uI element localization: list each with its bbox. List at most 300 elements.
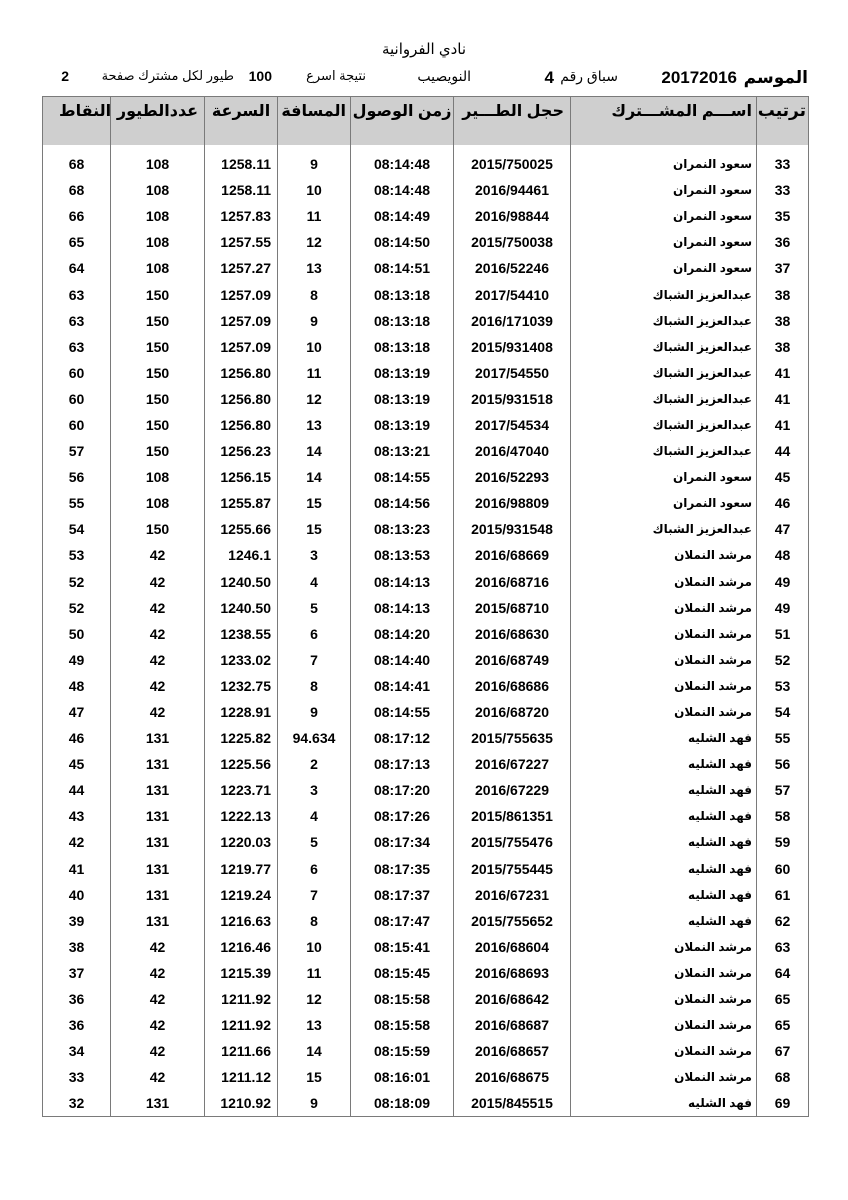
points-cell: 68: [43, 145, 111, 177]
table-row: [43, 360, 809, 386]
arrival-time-cell: 08:15:58: [351, 1012, 454, 1038]
distance-cell: 2: [278, 751, 351, 777]
table-row: [43, 490, 809, 516]
ring-number-cell: 2015/845515: [454, 1090, 571, 1117]
speed-cell: 1216.46: [205, 934, 278, 960]
header-arrival-time: زمن الوصول: [351, 97, 454, 146]
rank-cell: 38: [757, 334, 809, 360]
arrival-time-cell: 08:14:56: [351, 490, 454, 516]
points-cell: 63: [43, 308, 111, 334]
speed-cell: 1216.63: [205, 908, 278, 934]
points-cell: 54: [43, 516, 111, 542]
table-row: [43, 751, 809, 777]
distance-cell: 3: [278, 777, 351, 803]
table-row: [43, 595, 809, 621]
table-row: [43, 438, 809, 464]
points-cell: 45: [43, 751, 111, 777]
distance-cell: 8: [278, 281, 351, 307]
birds-count-cell: 42: [111, 647, 205, 673]
arrival-time-cell: 08:15:45: [351, 960, 454, 986]
rank-cell: 49: [757, 569, 809, 595]
distance-cell: 6: [278, 621, 351, 647]
points-cell: 63: [43, 281, 111, 307]
member-name-cell: مرشد النملان: [571, 934, 757, 960]
distance-cell: 4: [278, 803, 351, 829]
distance-cell: 15: [278, 1064, 351, 1090]
points-cell: 68: [43, 177, 111, 203]
arrival-time-cell: 08:14:55: [351, 464, 454, 490]
birds-count-cell: 108: [111, 203, 205, 229]
arrival-time-cell: 08:14:13: [351, 595, 454, 621]
table-row: [43, 334, 809, 360]
birds-count-cell: 42: [111, 595, 205, 621]
points-cell: 42: [43, 829, 111, 855]
distance-cell: 11: [278, 960, 351, 986]
birds-count-cell: 150: [111, 438, 205, 464]
member-name-cell: فهد الشليه: [571, 856, 757, 882]
arrival-time-cell: 08:13:18: [351, 334, 454, 360]
ring-number-cell: 2015/750025: [454, 145, 571, 177]
arrival-time-cell: 08:16:01: [351, 1064, 454, 1090]
speed-cell: 1257.09: [205, 281, 278, 307]
points-cell: 55: [43, 490, 111, 516]
rank-cell: 65: [757, 1012, 809, 1038]
points-cell: 40: [43, 882, 111, 908]
points-cell: 66: [43, 203, 111, 229]
points-cell: 64: [43, 255, 111, 281]
ring-number-cell: 2015/755652: [454, 908, 571, 934]
arrival-time-cell: 08:13:19: [351, 360, 454, 386]
ring-number-cell: 2015/755445: [454, 856, 571, 882]
member-name-cell: عبدالعزيز الشباك: [571, 360, 757, 386]
speed-cell: 1255.66: [205, 516, 278, 542]
birds-count-cell: 150: [111, 386, 205, 412]
table-row: [43, 1064, 809, 1090]
speed-cell: 1233.02: [205, 647, 278, 673]
ring-number-cell: 2016/98844: [454, 203, 571, 229]
speed-cell: 1246.1: [205, 542, 278, 568]
speed-cell: 1257.55: [205, 229, 278, 255]
birds-count-cell: 131: [111, 882, 205, 908]
member-name-cell: فهد الشليه: [571, 1090, 757, 1117]
member-name-cell: مرشد النملان: [571, 595, 757, 621]
table-row: [43, 699, 809, 725]
birds-count-cell: 150: [111, 281, 205, 307]
speed-cell: 1225.82: [205, 725, 278, 751]
ring-number-cell: 2015/931518: [454, 386, 571, 412]
table-row: [43, 1090, 809, 1117]
speed-cell: 1256.23: [205, 438, 278, 464]
speed-cell: 1256.80: [205, 386, 278, 412]
points-cell: 48: [43, 673, 111, 699]
distance-cell: 7: [278, 882, 351, 908]
distance-cell: 10: [278, 177, 351, 203]
arrival-time-cell: 08:15:58: [351, 986, 454, 1012]
rank-cell: 35: [757, 203, 809, 229]
speed-cell: 1257.83: [205, 203, 278, 229]
speed-cell: 1257.09: [205, 334, 278, 360]
table-row: [43, 569, 809, 595]
table-row: [43, 621, 809, 647]
points-cell: 41: [43, 856, 111, 882]
birds-count-cell: 131: [111, 725, 205, 751]
rank-cell: 38: [757, 281, 809, 307]
ring-number-cell: 2016/67229: [454, 777, 571, 803]
rank-cell: 56: [757, 751, 809, 777]
ring-number-cell: 2017/54550: [454, 360, 571, 386]
birds-per-member-label: طيور لكل مشترك صفحة: [101, 68, 234, 83]
birds-count-cell: 42: [111, 621, 205, 647]
distance-cell: 5: [278, 829, 351, 855]
rank-cell: 52: [757, 647, 809, 673]
results-table: [42, 96, 809, 1117]
member-name-cell: فهد الشليه: [571, 751, 757, 777]
rank-cell: 48: [757, 542, 809, 568]
birds-count-cell: 42: [111, 1012, 205, 1038]
arrival-time-cell: 08:13:23: [351, 516, 454, 542]
ring-number-cell: 2016/68716: [454, 569, 571, 595]
distance-cell: 13: [278, 1012, 351, 1038]
member-name-cell: عبدالعزيز الشباك: [571, 412, 757, 438]
result-label: نتيجة اسرع: [306, 68, 366, 83]
table-row: [43, 308, 809, 334]
points-cell: 50: [43, 621, 111, 647]
member-name-cell: عبدالعزيز الشباك: [571, 308, 757, 334]
arrival-time-cell: 08:17:35: [351, 856, 454, 882]
member-name-cell: سعود النمران: [571, 490, 757, 516]
ring-number-cell: 2016/68604: [454, 934, 571, 960]
speed-cell: 1256.80: [205, 412, 278, 438]
rank-cell: 55: [757, 725, 809, 751]
table-row: [43, 412, 809, 438]
rank-cell: 62: [757, 908, 809, 934]
birds-count-cell: 131: [111, 751, 205, 777]
member-name-cell: سعود النمران: [571, 145, 757, 177]
birds-count-cell: 42: [111, 934, 205, 960]
distance-cell: 14: [278, 438, 351, 464]
rank-cell: 57: [757, 777, 809, 803]
table-row: [43, 281, 809, 307]
header-distance: المسافة: [278, 97, 351, 146]
club-title: نادي الفروانية: [381, 41, 467, 58]
distance-cell: 7: [278, 647, 351, 673]
header-rank: ترتيب: [757, 97, 809, 146]
member-name-cell: فهد الشليه: [571, 777, 757, 803]
speed-cell: 1228.91: [205, 699, 278, 725]
table-row: [43, 803, 809, 829]
ring-number-cell: 2015/755635: [454, 725, 571, 751]
points-cell: 44: [43, 777, 111, 803]
table-row: [43, 464, 809, 490]
ring-number-cell: 2016/68675: [454, 1064, 571, 1090]
speed-cell: 1258.11: [205, 145, 278, 177]
rank-cell: 54: [757, 699, 809, 725]
birds-count-cell: 42: [111, 673, 205, 699]
speed-cell: 1211.12: [205, 1064, 278, 1090]
ring-number-cell: 2016/94461: [454, 177, 571, 203]
birds-count-cell: 42: [111, 542, 205, 568]
points-cell: 36: [43, 1012, 111, 1038]
member-name-cell: عبدالعزيز الشباك: [571, 516, 757, 542]
ring-number-cell: 2016/68687: [454, 1012, 571, 1038]
arrival-time-cell: 08:17:37: [351, 882, 454, 908]
ring-number-cell: 2016/67231: [454, 882, 571, 908]
distance-cell: 12: [278, 386, 351, 412]
birds-count-cell: 150: [111, 334, 205, 360]
table-row: [43, 516, 809, 542]
rank-cell: 67: [757, 1038, 809, 1064]
birds-count-cell: 108: [111, 229, 205, 255]
table-row: [43, 934, 809, 960]
points-cell: 60: [43, 360, 111, 386]
distance-cell: 4: [278, 569, 351, 595]
arrival-time-cell: 08:14:40: [351, 647, 454, 673]
table-row: [43, 203, 809, 229]
member-name-cell: سعود النمران: [571, 229, 757, 255]
distance-cell: 11: [278, 360, 351, 386]
points-cell: 33: [43, 1064, 111, 1090]
race-label: سباق رقم: [560, 68, 618, 84]
speed-cell: 1219.24: [205, 882, 278, 908]
ring-number-cell: 2016/68686: [454, 673, 571, 699]
birds-count-cell: 131: [111, 777, 205, 803]
rank-cell: 33: [757, 177, 809, 203]
member-name-cell: مرشد النملان: [571, 1012, 757, 1038]
member-name-cell: مرشد النملان: [571, 1038, 757, 1064]
ring-number-cell: 2016/68630: [454, 621, 571, 647]
distance-cell: 94.634: [278, 725, 351, 751]
arrival-time-cell: 08:14:55: [351, 699, 454, 725]
arrival-time-cell: 08:14:20: [351, 621, 454, 647]
arrival-time-cell: 08:13:19: [351, 386, 454, 412]
member-name-cell: مرشد النملان: [571, 986, 757, 1012]
arrival-time-cell: 08:17:26: [351, 803, 454, 829]
header-birds: عددالطيور: [111, 97, 205, 146]
arrival-time-cell: 08:15:41: [351, 934, 454, 960]
ring-number-cell: 2016/68720: [454, 699, 571, 725]
ring-number-cell: 2016/67227: [454, 751, 571, 777]
table-row: [43, 960, 809, 986]
header-speed: السرعة: [205, 97, 278, 146]
points-cell: 60: [43, 386, 111, 412]
ring-number-cell: 2015/750038: [454, 229, 571, 255]
birds-count-cell: 108: [111, 145, 205, 177]
header-ring: حجل الطـــير: [454, 97, 571, 146]
member-name-cell: سعود النمران: [571, 464, 757, 490]
points-cell: 49: [43, 647, 111, 673]
distance-cell: 14: [278, 1038, 351, 1064]
distance-cell: 12: [278, 986, 351, 1012]
distance-cell: 14: [278, 464, 351, 490]
arrival-time-cell: 08:17:47: [351, 908, 454, 934]
arrival-time-cell: 08:13:21: [351, 438, 454, 464]
arrival-time-cell: 08:17:34: [351, 829, 454, 855]
birds-count-cell: 131: [111, 908, 205, 934]
rank-cell: 45: [757, 464, 809, 490]
table-row: [43, 882, 809, 908]
speed-cell: 1257.09: [205, 308, 278, 334]
rank-cell: 53: [757, 673, 809, 699]
arrival-time-cell: 08:14:48: [351, 145, 454, 177]
points-cell: 57: [43, 438, 111, 464]
speed-cell: 1232.75: [205, 673, 278, 699]
points-cell: 37: [43, 960, 111, 986]
table-row: [43, 725, 809, 751]
member-name-cell: عبدالعزيز الشباك: [571, 386, 757, 412]
speed-cell: 1220.03: [205, 829, 278, 855]
arrival-time-cell: 08:14:13: [351, 569, 454, 595]
member-name-cell: سعود النمران: [571, 203, 757, 229]
speed-cell: 1257.27: [205, 255, 278, 281]
points-cell: 39: [43, 908, 111, 934]
speed-cell: 1223.71: [205, 777, 278, 803]
distance-cell: 13: [278, 412, 351, 438]
rank-cell: 46: [757, 490, 809, 516]
member-name-cell: سعود النمران: [571, 177, 757, 203]
ring-number-cell: 2016/52246: [454, 255, 571, 281]
birds-count-cell: 42: [111, 986, 205, 1012]
member-name-cell: عبدالعزيز الشباك: [571, 334, 757, 360]
ring-number-cell: 2016/68693: [454, 960, 571, 986]
distance-cell: 6: [278, 856, 351, 882]
distance-cell: 15: [278, 490, 351, 516]
rank-cell: 38: [757, 308, 809, 334]
rank-cell: 41: [757, 360, 809, 386]
rank-cell: 41: [757, 386, 809, 412]
member-name-cell: مرشد النملان: [571, 1064, 757, 1090]
points-cell: 60: [43, 412, 111, 438]
member-name-cell: فهد الشليه: [571, 829, 757, 855]
ring-number-cell: 2016/98809: [454, 490, 571, 516]
race-number: 4: [544, 68, 554, 87]
member-name-cell: مرشد النملان: [571, 569, 757, 595]
speed-cell: 1238.55: [205, 621, 278, 647]
result-count: 100: [248, 68, 272, 84]
ring-number-cell: 2016/68657: [454, 1038, 571, 1064]
arrival-time-cell: 08:13:53: [351, 542, 454, 568]
birds-count-cell: 150: [111, 308, 205, 334]
birds-count-cell: 131: [111, 803, 205, 829]
points-cell: 65: [43, 229, 111, 255]
birds-count-cell: 108: [111, 255, 205, 281]
rank-cell: 36: [757, 229, 809, 255]
arrival-time-cell: 08:17:13: [351, 751, 454, 777]
speed-cell: 1219.77: [205, 856, 278, 882]
ring-number-cell: 2016/52293: [454, 464, 571, 490]
birds-count-cell: 131: [111, 829, 205, 855]
table-row: [43, 386, 809, 412]
member-name-cell: سعود النمران: [571, 255, 757, 281]
member-name-cell: مرشد النملان: [571, 647, 757, 673]
table-row: [43, 229, 809, 255]
header-points: النقاط: [43, 97, 111, 146]
table-row: [43, 1038, 809, 1064]
arrival-time-cell: 08:14:49: [351, 203, 454, 229]
arrival-time-cell: 08:14:50: [351, 229, 454, 255]
ring-number-cell: 2016/47040: [454, 438, 571, 464]
rank-cell: 51: [757, 621, 809, 647]
table-row: [43, 856, 809, 882]
distance-cell: 13: [278, 255, 351, 281]
speed-cell: 1256.80: [205, 360, 278, 386]
birds-count-cell: 131: [111, 856, 205, 882]
speed-cell: 1215.39: [205, 960, 278, 986]
season-value: 20172016: [661, 68, 737, 87]
arrival-time-cell: 08:14:48: [351, 177, 454, 203]
table-row: [43, 673, 809, 699]
birds-count-cell: 150: [111, 516, 205, 542]
rank-cell: 44: [757, 438, 809, 464]
points-cell: 43: [43, 803, 111, 829]
table-row: [43, 177, 809, 203]
member-name-cell: مرشد النملان: [571, 673, 757, 699]
rank-cell: 49: [757, 595, 809, 621]
speed-cell: 1222.13: [205, 803, 278, 829]
rank-cell: 58: [757, 803, 809, 829]
season-label: الموسم: [743, 68, 808, 87]
arrival-time-cell: 08:17:20: [351, 777, 454, 803]
rank-cell: 59: [757, 829, 809, 855]
points-cell: 53: [43, 542, 111, 568]
speed-cell: 1210.92: [205, 1090, 278, 1117]
member-name-cell: فهد الشليه: [571, 882, 757, 908]
rank-cell: 61: [757, 882, 809, 908]
distance-cell: 11: [278, 203, 351, 229]
birds-count-cell: 108: [111, 464, 205, 490]
speed-cell: 1211.66: [205, 1038, 278, 1064]
distance-cell: 3: [278, 542, 351, 568]
member-name-cell: مرشد النملان: [571, 542, 757, 568]
distance-cell: 9: [278, 308, 351, 334]
member-name-cell: مرشد النملان: [571, 621, 757, 647]
speed-cell: 1211.92: [205, 1012, 278, 1038]
rank-cell: 64: [757, 960, 809, 986]
ring-number-cell: 2016/68669: [454, 542, 571, 568]
table-row: [43, 647, 809, 673]
rank-cell: 41: [757, 412, 809, 438]
table-row: [43, 1012, 809, 1038]
speed-cell: 1258.11: [205, 177, 278, 203]
header-member-name: اســـم المشـــترك: [571, 97, 757, 146]
arrival-time-cell: 08:15:59: [351, 1038, 454, 1064]
page-number: 2: [61, 68, 69, 84]
distance-cell: 5: [278, 595, 351, 621]
arrival-time-cell: 08:13:18: [351, 281, 454, 307]
arrival-time-cell: 08:17:12: [351, 725, 454, 751]
member-name-cell: فهد الشليه: [571, 725, 757, 751]
arrival-time-cell: 08:13:18: [351, 308, 454, 334]
rank-cell: 63: [757, 934, 809, 960]
points-cell: 46: [43, 725, 111, 751]
distance-cell: 10: [278, 934, 351, 960]
birds-count-cell: 108: [111, 177, 205, 203]
speed-cell: 1255.87: [205, 490, 278, 516]
birds-count-cell: 42: [111, 1038, 205, 1064]
speed-cell: 1211.92: [205, 986, 278, 1012]
rank-cell: 33: [757, 145, 809, 177]
member-name-cell: فهد الشليه: [571, 803, 757, 829]
ring-number-cell: 2015/931408: [454, 334, 571, 360]
distance-cell: 9: [278, 1090, 351, 1117]
birds-count-cell: 42: [111, 699, 205, 725]
distance-cell: 9: [278, 145, 351, 177]
table-row: [43, 908, 809, 934]
rank-cell: 68: [757, 1064, 809, 1090]
birds-count-cell: 108: [111, 490, 205, 516]
ring-number-cell: 2016/171039: [454, 308, 571, 334]
arrival-time-cell: 08:18:09: [351, 1090, 454, 1117]
table-row: [43, 986, 809, 1012]
